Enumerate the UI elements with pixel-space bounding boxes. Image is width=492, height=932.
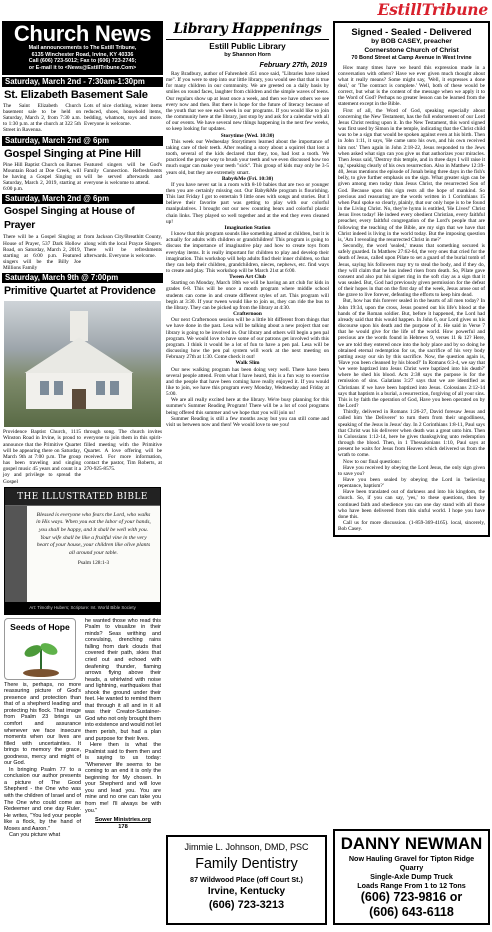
- johnson-dentistry-ad: [166, 835, 327, 925]
- article-paragraph: But, how has this forever sealed in the hearts of all men today? In John 19:34, upon the cross, Jesus poured out his life's blood at the hands of the Roman soldier. But, before it happened, the Lord had already said that this would happen. In John 6, our Lord gives us his discourse upon his death and the purpose of it. He said in Verse 7 that he would give for the life of the world. How powerful and precious are the words found in Hebrews 9, verses 11 & 12? Here, we are told they entered once into the holy place and by so doing he obtained eternal redemption for us, the sacrifice of his very body putting away our sin by this sacrifice. Now, the question again is, 'Have you been cleansed by his blood?' In Romans 6:3-4, we say that 'we were baptized into Jesus Christ were baptized into his death?' where he shed his blood. Acts 2:38 says the purpose is for the remission of sins. Galatians 3:27 says that we are identified as Christians if we have been baptized into Jesus. Colossians 2:12-14 says that baptism is a burial, a resurrection, forgiving of all your sins. This is by faith the operation of God, Have you been operated on by the Lord?: [338, 298, 485, 410]
- article-title: Signed - Sealed - Delivered: [333, 21, 490, 38]
- signature-text: Sower Ministries.org: [95, 817, 151, 824]
- event-text: Providence Baptist Church, 1115 Winston Road in Irvine, is proud to announce that the Primitive Quartet will be appearing there on Saturday, March 9th at 7:00 p.m. The group has been traveling and singing gospel music 45 years and count it a joy and privilege to spread the Gospel: [3, 429, 81, 485]
- hope-paragraph: he wanted those who read this Psalm to visualize in their minds? Seas writhing and convulsing, drenching rains falling from dark clouds that covered their path, skies that cried out and echoed with deafening thunder, flaming arrows flying above their heads, a whirlwind with noise and lightning, earthquakes that shook the ground under their feet. He wanted to remind them that through it all and in it all was their Creator-Sustainer-God who not only brought them into existence and would not let them perish, but had a plan and purpose for their lives.: [85, 617, 161, 742]
- seeds-of-hope-logo: [4, 618, 76, 680]
- library-paragraph: We are all really excited here at the library. We're busy planning for this summer's Summer Reading Program! There will be a lot of cool programs being offered this summer and we hope that you will join us!: [166, 397, 329, 416]
- article-paragraph: Now to our final questions:: [343, 458, 401, 465]
- event-text: from Jackson City/Breathitt County, along with the local Prayze Singers. There will be refreshments afterwards. Everyone is welcome.: [84, 234, 162, 259]
- illustrated-bible-box: [4, 487, 161, 615]
- article-body: [338, 65, 485, 533]
- article-paragraph: How many times have we heard this expression made in a conversation with others? Have we ever given much thought about what it really means? Some might say, 'Well, it expresses a done deal,' or 'The contract is complete.' Well, both of these would be correct, but what is the content of the message when we apply it to the Word of God? Perhaps no greater lesson can be learned from the statement except in the Bible.: [338, 64, 485, 108]
- library-body: [166, 71, 329, 428]
- library-paragraph: If you have never sat in a room with 8-10 babies that are two or younger then you are certainly missing out. Our Baby&Me program is flourishing. This last Friday I got to entertain 9 little ones with songs and stories. But I believe their favorite part was getting to play with our colorful manipulatives. I brought out our new counting bears and colorful plastic chain links. They played so well together and at the end they even cleaned up!: [166, 181, 329, 225]
- library-section-heading: Walk Slim: [235, 360, 260, 367]
- library-section-heading: Storytime (Wed. 10:30): [220, 132, 275, 139]
- ad-line: Now Hauling Gravel for Tipton Ridge Quarry: [348, 854, 475, 872]
- bible-illustration: [5, 506, 27, 602]
- masthead-logo: EstillTribune: [377, 0, 488, 19]
- article-paragraph: Thirdly, delivered in Romans 1:26-27, David foresaw Jesus and called him 'the Deliverer' to turn them from their ungodliness, speaking of the Jesus in Jesus' day. In 2 Corinthians 1:8-11, Paul says that Christ was his deliverer when death was a great unto him. Then in Colossians 1:12-14, here he gives thanksgiving unto redemption through the blood. Then, in 1 Thessalonians 1:10, Paul says at present he waits for Jesus from Heaven which delivered us from the wrath to come.: [338, 409, 485, 459]
- library-section-heading: Tween Art Club: [229, 274, 266, 281]
- event-text: The Saint Elizabeth Church basement sale to be held on Saturday, March 2, from 7:30 a.m. to 1:30 p.m. at the church at 322 5th Street in Ravenna.: [3, 102, 81, 134]
- library-paragraph: This week our Wednesday Storytimers learned about the importance of taking care of their teeth. After reading a story about a squirrel that lost a tooth, several of the kids declared that they, too, had lost a tooth. We practiced the proper way to brush your teeth and we even discussed how too much sugar can make your teeth "sick". This group of kids may only be 3-5 years old, but they are extremely smart.: [166, 138, 329, 176]
- article-paragraph: Have been translated out of darkness and into his kingdom, the church. So, if you can say, 'yes,' to these questions, then by continued faith and obedience you can one day stand with all those who have been delivered from this sinful world. I hope you have done this.: [338, 489, 485, 520]
- ad-phone: (606) 723-3213: [208, 899, 285, 911]
- event-date: Saturday, March 9th @ 7:00pm: [2, 273, 163, 283]
- church-photo: [4, 301, 161, 427]
- event-body: [2, 103, 163, 134]
- event-body: [2, 429, 163, 484]
- ad-line: Loads Range From 1 to 12 Tons: [357, 881, 466, 890]
- seedling-icon: [18, 635, 64, 677]
- ad-city: Irvine, Kentucky: [207, 886, 286, 897]
- article-paragraph: Have you been sealed by obeying the Lord in 'believing repentance, baptism?': [338, 476, 485, 490]
- intro-line: or E-mail it to <News@EstillTribune.Com>: [28, 65, 137, 72]
- library-paragraph: Ray Bradbury, author of Fahrenheit 451 once said, "Libraries have raised me". If you were to step into our little library, you would see that that is true for many children in our community. We are greeted on a daily basis by smiles on round faces, laughter from children and the simple waves of teens. Our regulars show up at least once a week, and then we have others we see every now and then. But there is hope for the future of literacy because of the youth that we see each week in our programs. If you would like to join the community here at the library, just stop by and ask for a calendar with all of our events. We have several new things happening in the next few weeks, so keep looking for updates.: [166, 71, 329, 133]
- event-title: Gospel Singing at Pine Hill: [4, 147, 141, 160]
- article-address: 70 Bond Street at Camp Avenue in West Irvine: [351, 55, 472, 61]
- ad-dentist-name: Jimmie L. Johnson, DMD, PSC: [184, 842, 309, 852]
- library-section-heading: Crafternoon: [233, 311, 262, 318]
- article-paragraph: Call us for more discussion. (1-859-369-4165). local, sincerely, Bob Casey.: [338, 520, 485, 533]
- hope-paragraph: Can you picture what: [9, 832, 61, 839]
- seeds-of-hope: [2, 617, 163, 839]
- library-subtitle: Estill Public Library: [209, 42, 286, 51]
- library-paragraph: Starting on Monday, March 18th we will be having an art club for kids in grades 6-8. This will be once a month program where middle school students can come in and create different styles of art. This program will begin at 3:30. If your tween would like to join us, they can ride the bus to the library. They can be picked up from the library at 4:30.: [166, 280, 329, 311]
- library-section-heading: Imagination Station: [224, 224, 271, 231]
- event-text: There will be a Gospel Singing at House of Prayer, 537 Dark Hollow Road, on Saturday, March 2, 2019, starting at 6:00 p.m. Featured singers will be the Billy Joe Millions Family: [3, 234, 81, 272]
- library-byline: by Shannon Horn: [224, 52, 271, 58]
- church-news-column: [2, 21, 163, 931]
- library-column: [166, 21, 329, 931]
- ad-phone: (606) 723-9816 or: [360, 890, 463, 904]
- verse-reference: Psalm 128:1-3: [77, 560, 110, 567]
- event-title: St. Elizabeth Basement Sale: [4, 88, 148, 101]
- article-box: [333, 38, 490, 537]
- bible-box-credit: Art: Timothy Hubers; Scripture: Int. World Bible Society: [5, 602, 160, 614]
- event-text: Lots of nice clothing, winter items reduced, shoes, household items, bedding, whatnots, toys and more. Everyone is welcome.: [84, 102, 162, 128]
- library-date: February 27th, 2019: [259, 60, 327, 69]
- event-title: Gospel Singing at House of Prayer: [4, 206, 135, 232]
- logo-text: Seeds of Hope: [10, 621, 70, 632]
- event-text: Pine Hill Baptist Church on Barnes Mountain Road at Doe Creek, will be having a Gospel Singing on Saturday, March 2, 2019, starting at 6:00 p.m.: [3, 161, 81, 193]
- intro-line: Call (606) 723-5012; Fax to (606) 723-2745;: [28, 58, 137, 65]
- event-text: through song. The church invites everyone to join them in this spirit-filled meeting with the Primitive Quartet. A love offering will be received. For more information, contact the pastor, Tim Roberts, at 270-925-8575.: [84, 429, 162, 473]
- library-paragraph: Our next Crafternoon session will be a little bit different from things that we have done in the past. Lesa will be talking about a new project that our library is going to be involved in. Our library and others will begin a pen pal program. We would love to have some of our patrons get involved with this program. I think it would be a lot of fun to have a pen pal. Lesa will be discussing how the pen pal system will work at the next meeting on February 27th at 1:30. Come check it out!: [166, 317, 329, 361]
- hope-paragraph: There is, perhaps, no more reassuring picture of God's presence and protection than that of a shepherd leading and protecting his flock. That image from Psalm 23 brings us comfort and assurance whenever we face insecure moments when our lives are filled with uncertainties. It brings to memory the grace, goodness, mercy and might of our God.: [4, 681, 81, 767]
- library-section-heading: Baby&Me (Fri. 10:30): [221, 175, 274, 182]
- ad-phone: (606) 643-6118: [369, 905, 454, 919]
- library-paragraph: Our new walking program has been doing very well. There have been several people attend. From what I have heard, this is a fun way to exercise and the people that have been coming have really enjoyed it. If you would like to join, we have this program every Monday, Wednesday and Friday at 5:00.: [166, 366, 329, 398]
- article-byline: by BOB CASEY, preacher: [371, 38, 452, 45]
- bible-verse: [27, 506, 160, 602]
- verse-text: Blessed is everyone who fears the Lord, who walks in His ways. When you eat the labor of your hands, you shall be happy, and it shall be well with you. Your wife shall be like a fruitful vine in the very heart of your house, your children like olive plants all around your table.: [36, 511, 151, 556]
- event-date: Saturday, March 2nd @ 6pm: [2, 194, 163, 204]
- hope-paragraph: Here then is what the Psalmist said to them then and is saying to us today: "Whenever life seems to be coming to an end it is only the beginning for My chosen. In your Shepherd and will love you and lead you. You are mine and no one can take you from me! I'll always be with you.": [85, 742, 161, 814]
- intro-line: 6135 Winchester Road, Irvine, KY 40336: [31, 51, 134, 58]
- event-text: Featured singers will be God's Family Connection. Refreshments will be served afterwards and everyone is welcome to attend.: [84, 161, 162, 187]
- event-body: [2, 234, 163, 271]
- event-date: Saturday, March 2nd - 7:30am-1:30pm: [2, 77, 163, 87]
- church-news-header: [2, 21, 163, 75]
- ad-practice: Family Dentistry: [195, 856, 298, 872]
- intro-line: Mail announcements to The Estill Tribune,: [28, 45, 137, 51]
- article-paragraph: Secondly, the word 'sealed,' means that something secured is safely guarded. In Matthew 27:62-64, the very ones that cried for the death of Jesus, called upon Pilate to set a guard of the burial tomb of Jesus, saying his followers may try to steal the body, and if they do, they will claim that he has indeed risen from death. So, Pilate gave consent and also put his signet ring in the soft clay as a sign that it was sealed. But, God had previously given permission for the defeat of their hopes in that on the first day of the week, Jesus arose out of the grave to live forever, defeating the efforts to keep him dead.: [338, 243, 485, 299]
- church-news-title: Church News: [13, 21, 152, 46]
- ad-line: Single-Axle Dump Truck: [370, 872, 453, 881]
- danny-newman-ad: [333, 829, 490, 925]
- hope-signature: [85, 817, 161, 830]
- library-paragraph: Summer Reading is still a few months away but you can still come and visit us between now and then! We would love to see you!: [166, 415, 329, 428]
- event-body: [2, 162, 163, 193]
- article-paragraph: First of all, the Word of God, speaking especially about concerning the New Testament, has the full endorsement of our Lord Jesus Christ resting upon it. In the New Testament, this word signed was first used by Simon in the temple, indicating that the Christ child was to be a sign that would be spoken against even at his birth. Then in John 1:11, it says, 'He came unto his own, and his own received him not.' Then again in John 2:18-22, Jesus responded to the Jews when asked what sign can you give us that authorizes your miracles. Then Jesus said, 'Destroy this temple, and in three days I will raise it up,' speaking clearly of his own resurrection. Also in Matthew 12:39-40, Jesus mentions the episode of Jonah being three days in the fish's belly, to give further emphasis on the sign. What greater sign can be given among men today than Jesus Christ, the resurrected Son of God. Because upon this sign rests all the hope of mankind. So precious and reassuring are the words written in 1 Corinthians 15 when Paul spoke so clearly, plainly, that our only hope is to be found in the Living Christ. No, they're hymn is entitled, 'He Lives!' Christ Jesus lives today! He indeed every obedient Christian, every faithful preacher, every faithful congregation of the Lord's people that are following the teaching of the Bible, are my sign that we have that Christ indeed is living in the world today. But the imposing question is, 'Am I revealing the resurrected Christ in me?': [338, 107, 485, 243]
- event-date: Saturday, March 2nd @ 6pm: [2, 136, 163, 146]
- library-title: Library Happenings: [166, 21, 329, 40]
- ad-name: DANNY NEWMAN: [340, 834, 483, 853]
- column-number: 178: [118, 823, 128, 830]
- event-title: Primitive Quartet at Providence: [4, 285, 156, 298]
- ad-address: 87 Wildwood Place (off Court St.): [190, 875, 303, 884]
- library-paragraph: I know that this program sounds like something aimed at children, but it is actually for adults with children or grandchildren! This program is going to discuss the importance of imaginative play and how to create toys from everyday items. It is really important for children to play and develop their imagination. This workshop will help adults find their inner children, so that they can help their children, grandchildren, nieces, nephews, etc. find ways to create and play. This workshop will be March 21st at 6:00.: [166, 231, 329, 274]
- hope-paragraph: In bringing Psalm 77 to a conclusion our author presents a picture of The Good Shepherd - the One who was with the children of Israel and of The One who could come as Redeemer and one day Ruler. He writes, "You led your people like a flock, by the hand of Moses and Aaron.": [4, 766, 81, 832]
- article-paragraph: Have you received by obeying the Lord Jesus, the only sign given to save you?: [338, 464, 485, 477]
- bible-box-header: THE ILLUSTRATED BIBLE: [5, 488, 160, 506]
- signed-sealed-column: [333, 21, 490, 931]
- article-church: Cornerstone Church of Christ: [364, 46, 459, 54]
